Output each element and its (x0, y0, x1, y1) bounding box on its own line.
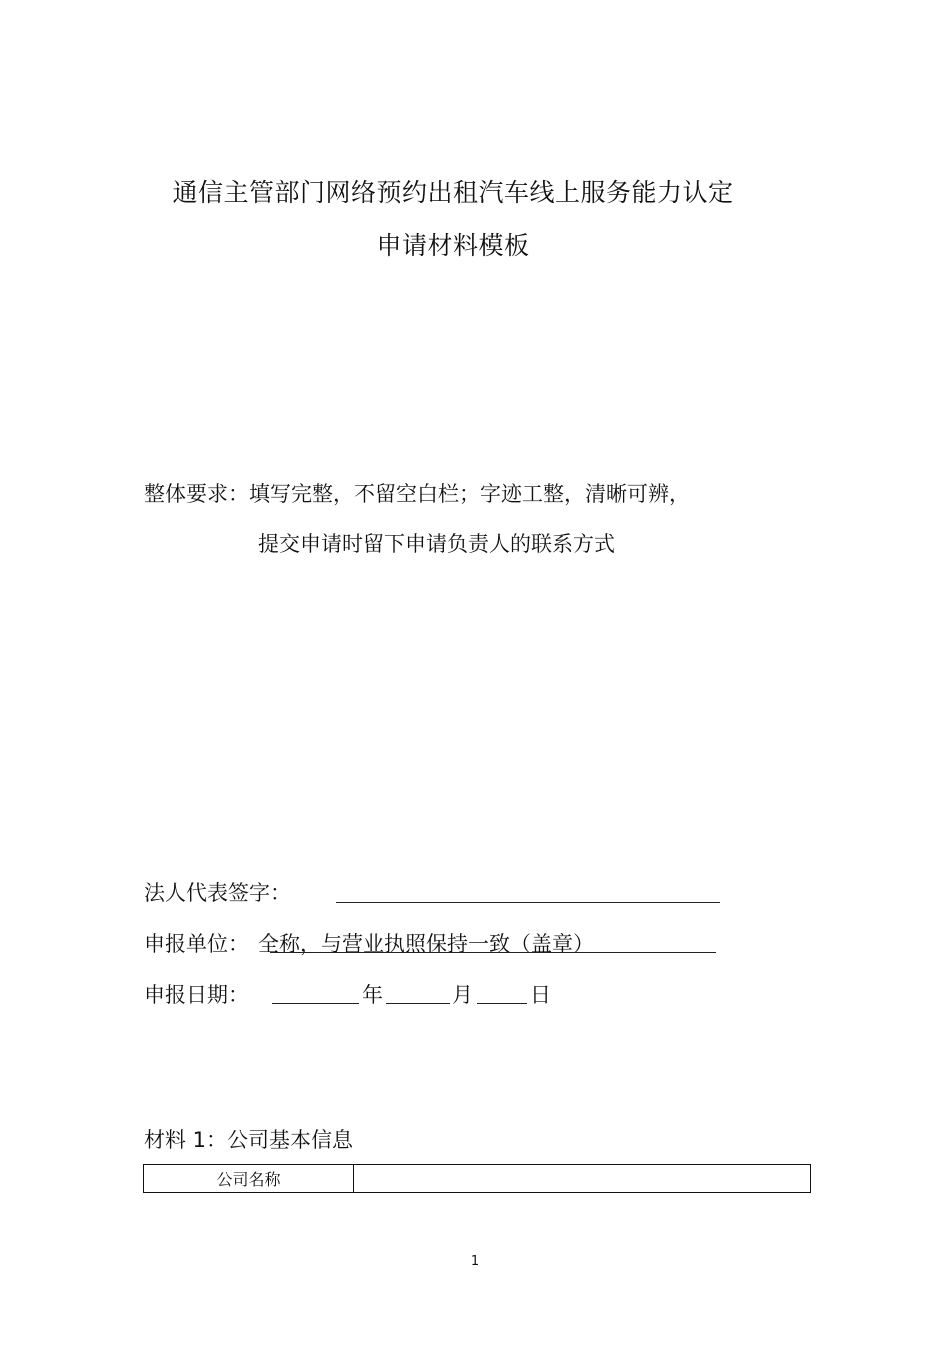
requirements-line2: 提交申请时留下申请负责人的联系方式 (258, 532, 615, 556)
company-name-label: 公司名称 (144, 1165, 354, 1193)
legal-rep-signature-label: 法人代表签字： (144, 881, 291, 905)
material-heading: 材料 1：公司基本信息 (144, 1128, 354, 1152)
month-label: 月 (452, 983, 473, 1007)
legal-rep-signature-line[interactable] (336, 902, 720, 903)
year-label: 年 (362, 983, 383, 1007)
requirements-line1: 整体要求：填写完整，不留空白栏；字迹工整，清晰可辨， (144, 482, 690, 506)
page-number: 1 (470, 1254, 480, 1269)
company-name-field[interactable] (354, 1165, 811, 1193)
application-date-label: 申报日期： (144, 983, 249, 1007)
day-label: 日 (530, 983, 551, 1007)
day-blank-line[interactable] (477, 1003, 527, 1004)
table-row (144, 1165, 811, 1193)
month-blank-line[interactable] (386, 1003, 450, 1004)
company-info-table (143, 1164, 811, 1193)
applying-unit-label: 申报单位： (144, 932, 249, 956)
applying-unit-value: 全称，与营业执照保持一致（盖章） (258, 932, 594, 956)
document-title-line1: 通信主管部门网络预约出租汽车线上服务能力认定 (172, 178, 734, 207)
applying-unit-line[interactable] (270, 952, 716, 953)
year-blank-line[interactable] (272, 1003, 359, 1004)
document-title-line2: 申请材料模板 (376, 231, 530, 260)
